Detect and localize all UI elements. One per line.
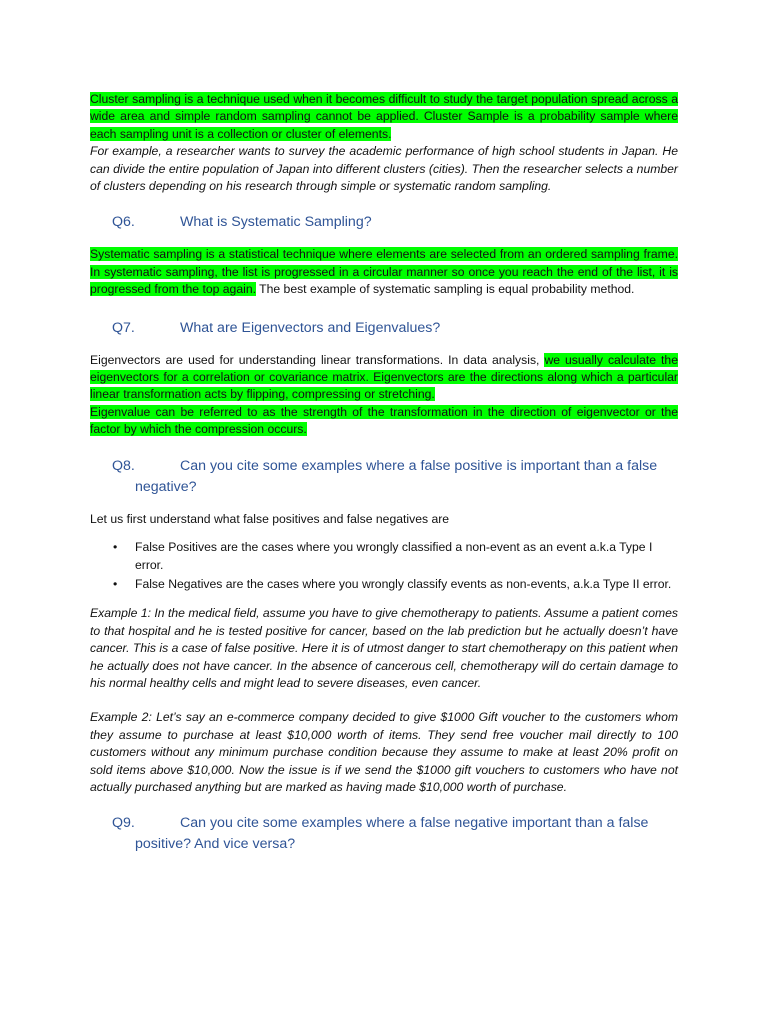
cluster-paragraph bbox=[90, 91, 678, 143]
cluster-example: For example, a researcher wants to survey the academic performance of high school students in Japan. He can divide the entire population of Japan into different clusters (cities). Then the researcher selects a number of clusters depending on his research through simple or systematic random sampling. bbox=[90, 144, 678, 194]
example-2: Example 2: Let’s say an e-commerce company decided to give $1000 Gift voucher to the customers whom they assume to purchase at least $10,000 worth of items. They send free voucher mail directly to 100 customers without any minimum purchase condition because they assume to make at least 20% profit on sold items above $10,000. Now the issue is if we send the $1000 gift vouchers to customers who have not actually purchased anything but are marked as having made $10,000 worth of purchase. bbox=[90, 710, 678, 794]
q8-text: Can you cite some examples where a false positive is important than a false negative? bbox=[135, 457, 658, 495]
q9-text: Can you cite some examples where a false negative important than a false positive? And vice versa? bbox=[135, 815, 649, 853]
systematic-rest: The best example of systematic sampling is equal probability method. bbox=[255, 282, 635, 297]
q6-heading bbox=[90, 212, 678, 233]
example-1: Example 1: In the medical field, assume you have to give chemotherapy to patients. Assume a patient comes to that hospital and he is tested positive for cancer, based on the lab prediction but he actually doesn’t have cancer. This is a case of false positive. Here it is of utmost danger to start chemotherapy on this patient when he actually does not have cancer. In the absence of cancerous cell, chemotherapy will do certain damage to his normal healthy cells and might lead to severe diseases, even cancer. bbox=[90, 606, 678, 690]
q8-number: Q8. bbox=[112, 457, 135, 474]
q7-text: What are Eigenvectors and Eigenvalues? bbox=[180, 319, 441, 336]
eigenvalue-highlight: Eigenvalue can be referred to as the strength of the transformation in the direction of eigenvector or the factor by which the compression occurs. bbox=[90, 404, 678, 437]
eigenvalue-paragraph bbox=[90, 404, 678, 439]
systematic-highlight: Systematic sampling is a statistical technique where elements are selected from an ordered sampling frame. In systematic sampling, the list is progressed in a circular manner so once you reach the end of the list, it is progressed from the top again. bbox=[90, 247, 678, 297]
bullet-icon: • bbox=[113, 540, 118, 555]
eigenvector-plain: Eigenvectors are used for understanding linear transformations. In data analysis, bbox=[90, 352, 545, 367]
q7-heading bbox=[90, 318, 678, 339]
document-page bbox=[90, 91, 678, 855]
q6-text: What is Systematic Sampling? bbox=[180, 214, 372, 231]
q8-heading bbox=[90, 456, 678, 498]
list-item bbox=[90, 576, 678, 593]
eigenvector-paragraph bbox=[90, 352, 678, 404]
q6-number: Q6. bbox=[112, 214, 135, 231]
systematic-paragraph bbox=[90, 246, 678, 298]
bullet-icon: • bbox=[113, 576, 118, 591]
fp-intro: Let us first understand what false positives and false negatives are bbox=[90, 511, 450, 526]
q7-number: Q7. bbox=[112, 319, 135, 336]
list-item-text: False Negatives are the cases where you wrongly classify events as non-events, a.k.a Type II error. bbox=[135, 576, 672, 591]
list-item bbox=[90, 539, 678, 574]
q9-heading bbox=[90, 813, 678, 855]
fp-fn-list bbox=[90, 539, 678, 593]
cluster-highlight: Cluster sampling is a technique used when it becomes difficult to study the target population spread across a wide area and simple random sampling cannot be applied. Cluster Sample is a probability sample where each sampling unit is a collection or cluster of elements. bbox=[90, 92, 678, 141]
eigenvector-highlight: we usually calculate the eigenvectors for a correlation or covariance matrix. Eigenvectors are the directions along which a particular linear transformation acts by flipping, compressing or stretching. bbox=[90, 352, 678, 402]
list-item-text: False Positives are the cases where you wrongly classified a non-event as an event a.k.a Type I error. bbox=[135, 540, 653, 572]
q9-number: Q9. bbox=[112, 815, 135, 832]
